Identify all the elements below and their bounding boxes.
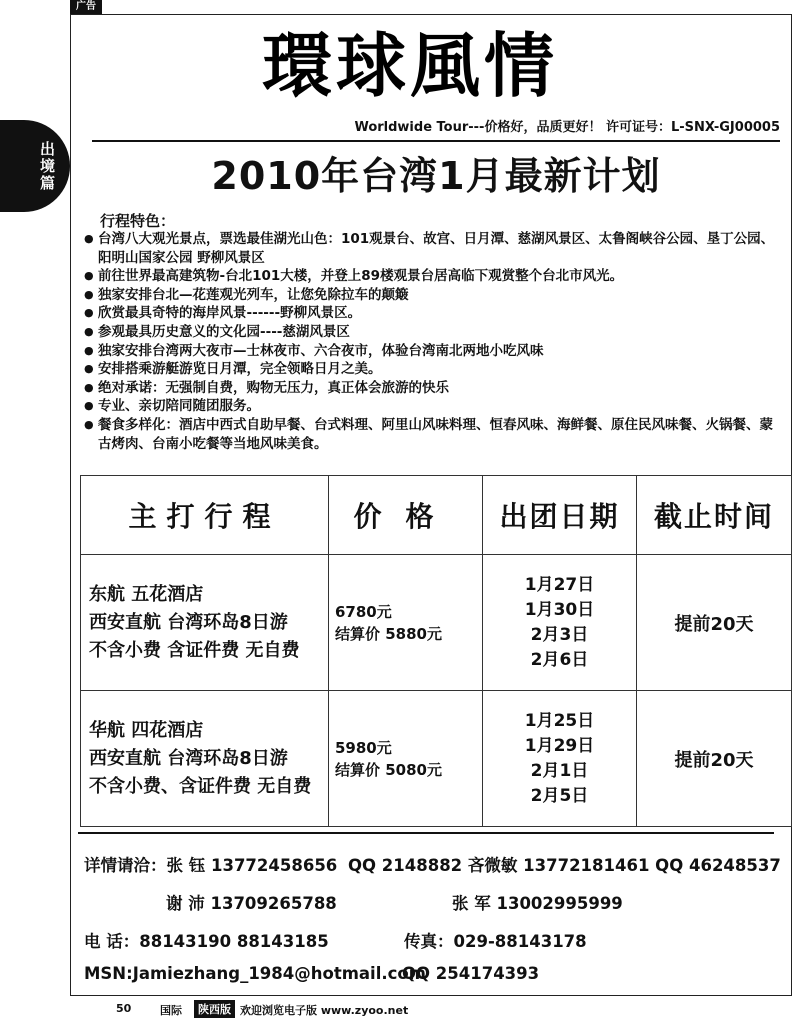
footer-slogan: 欢迎浏览电子版 www.zyoo.net xyxy=(240,1004,409,1017)
feature-item: ● 参观最具历史意义的文化园----慈湖风景区 xyxy=(84,323,784,342)
date-line: 1月29日 xyxy=(524,735,595,756)
section-tab xyxy=(0,120,70,212)
feature-item: ● 餐食多样化：酒店中西式自助早餐、台式料理、阿里山风味料理、恒春风味、海鲜餐、原住民风味餐、火锅餐、蒙古烤肉、台南小吃餐等当地风味美食。 xyxy=(84,416,784,453)
contact-divider xyxy=(78,832,774,834)
feature-item: ● 专业、亲切陪同随团服务。 xyxy=(84,397,784,416)
features-title: 行程特色： xyxy=(100,212,176,230)
header-dates: 出团日期 xyxy=(483,476,637,555)
price-cell xyxy=(329,691,483,827)
footer-edition-badge: 陕西版 xyxy=(194,1000,235,1018)
route-line: 西安直航 台湾环岛8日游 xyxy=(89,747,288,769)
date-line: 1月30日 xyxy=(524,599,595,620)
contact-email: MSN:Jamiezhang_1984@hotmail.com xyxy=(84,964,426,983)
header-deadline: 截止时间 xyxy=(637,476,792,555)
ad-tag: 广告 xyxy=(70,0,102,14)
price-line: 5980元 xyxy=(335,738,392,757)
footer-section: 国际 xyxy=(160,1004,182,1017)
price-cell xyxy=(329,555,483,691)
date-line: 1月25日 xyxy=(524,710,595,731)
header-route: 主打行程 xyxy=(81,476,329,555)
route-cell xyxy=(81,691,329,827)
contact-line: 详情请洽：张 钰 13772458656 xyxy=(84,856,338,875)
header-price: 价格 xyxy=(329,476,483,555)
feature-item: ● 欣赏最具奇特的海岸风景------野柳风景区。 xyxy=(84,304,784,323)
feature-item: ● 独家安排台北—花莲观光列车，让您免除拉车的颠簸 xyxy=(84,286,784,305)
dates-cell xyxy=(483,555,637,691)
brand-logo-text: 環球風情 xyxy=(262,24,558,107)
contact-line: QQ 2148882 吝微敏 13772181461 QQ 46248537 xyxy=(348,856,781,875)
feature-item: ● 绝对承诺：无强制自费，购物无压力，真正体会旅游的快乐 xyxy=(84,379,784,398)
date-line: 2月1日 xyxy=(530,760,589,781)
dates-cell xyxy=(483,691,637,827)
deadline-cell: 提前20天 xyxy=(637,555,792,691)
contact-line: QQ 254174393 xyxy=(402,964,540,983)
date-line: 1月27日 xyxy=(524,574,595,595)
price-line: 6780元 xyxy=(335,602,392,621)
route-line: 不含小费、含证件费 无自费 xyxy=(89,775,312,797)
route-cell xyxy=(81,555,329,691)
page-footer xyxy=(0,999,800,1018)
contact-line: 传真：029-88143178 xyxy=(404,932,587,951)
contact-line: 张 军 13002995999 xyxy=(452,894,623,913)
table-row xyxy=(81,691,792,827)
feature-item: ● 前往世界最高建筑物-台北101大楼，并登上89楼观景台居高临下观赏整个台北市风光。 xyxy=(84,267,784,286)
header-divider xyxy=(92,140,780,142)
tour-table xyxy=(80,475,792,827)
route-line: 东航 五花酒店 xyxy=(89,583,204,605)
tagline: Worldwide Tour---价格好，品质更好！ 许可证号：L-SNX-GJ00005 xyxy=(354,120,780,135)
price-line: 结算价 5080元 xyxy=(335,760,442,779)
price-line: 结算价 5880元 xyxy=(335,624,442,643)
feature-item: ● 独家安排台湾两大夜市—士林夜市、六合夜市，体验台湾南北两地小吃风味 xyxy=(84,342,784,361)
date-line: 2月6日 xyxy=(530,649,589,670)
page-number: 50 xyxy=(116,1002,132,1015)
contact-line: 电 话：88143190 88143185 xyxy=(84,932,329,951)
route-line: 不含小费 含证件费 无自费 xyxy=(89,639,300,661)
route-line: 西安直航 台湾环岛8日游 xyxy=(89,611,288,633)
features-list xyxy=(84,230,784,453)
table-header-row xyxy=(81,476,792,555)
route-line: 华航 四花酒店 xyxy=(89,719,204,741)
section-tab-label: 出境篇 xyxy=(40,139,56,192)
contact-line: 谢 沛 13709265788 xyxy=(166,894,337,913)
headline: 2010年台湾1月最新计划 xyxy=(211,154,661,198)
deadline-cell: 提前20天 xyxy=(637,691,792,827)
feature-item: ● 安排搭乘游艇游览日月潭，完全领略日月之美。 xyxy=(84,360,784,379)
table-row xyxy=(81,555,792,691)
date-line: 2月5日 xyxy=(530,785,589,806)
date-line: 2月3日 xyxy=(530,624,589,645)
feature-item: ● 台湾八大观光景点，票选最佳湖光山色：101观景台、故宫、日月潭、慈湖风景区、太鲁阁峡谷公园、垦丁公园、阳明山国家公园 野柳风景区 xyxy=(84,230,784,267)
